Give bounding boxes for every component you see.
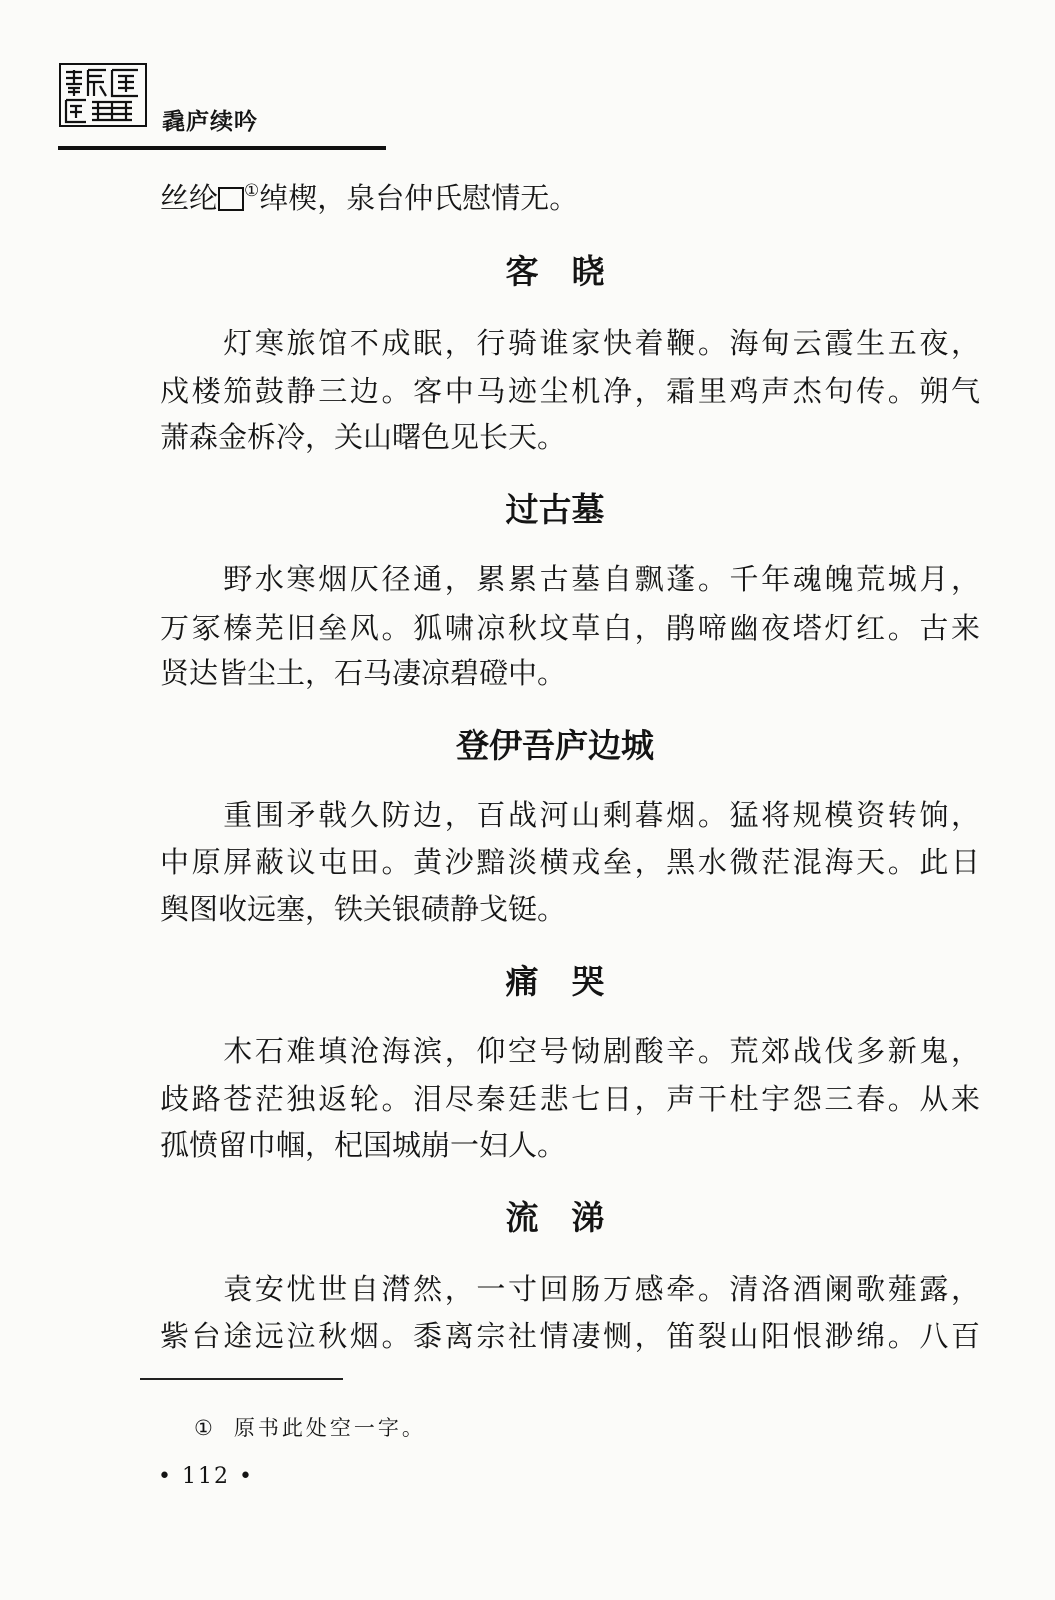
poem-title: 登伊吾庐边城 bbox=[456, 726, 654, 765]
missing-character-box bbox=[218, 187, 244, 211]
continuation-text-before: 丝纶 bbox=[160, 181, 219, 215]
poem-title: 流 涕 bbox=[505, 1198, 605, 1237]
poem-title: 过古墓 bbox=[505, 490, 605, 529]
poem-line: 贤达皆尘土，石马凄凉碧磴中。 bbox=[160, 656, 567, 690]
continuation-text-after: 绰楔，泉台仲氏慰情无。 bbox=[259, 181, 579, 215]
footnote-rule bbox=[140, 1378, 343, 1380]
poem-line: 孤愤留巾帼，杞国城崩一妇人。 bbox=[160, 1128, 567, 1162]
footnote-mark: ① bbox=[194, 1416, 216, 1440]
poem-line: 萧森金柝冷，关山曙色见长天。 bbox=[160, 420, 567, 454]
continuation-line bbox=[160, 174, 980, 215]
book-title: 毳庐续吟 bbox=[162, 109, 258, 135]
poem-title: 痛 哭 bbox=[505, 962, 605, 1001]
footnote-reference: ① bbox=[244, 181, 260, 201]
poem-title: 客 晓 bbox=[505, 252, 605, 291]
poem-line: 重围矛戟久防边，百战河山剩暮烟。猛将规模资转饷， bbox=[160, 798, 980, 832]
footnote-text: 原书此处空一字。 bbox=[233, 1416, 426, 1440]
page-number: • 112 • bbox=[158, 1464, 254, 1489]
series-seal-logo bbox=[58, 62, 148, 128]
poem-line: 紫台途远泣秋烟。黍离宗社情凄恻，笛裂山阳恨渺绵。八百 bbox=[160, 1319, 980, 1353]
poem-line: 戍楼笳鼓静三边。客中马迹尘机净，霜里鸡声杰句传。朔气 bbox=[160, 374, 980, 408]
poem-line: 木石难填沧海滨，仰空号恸剧酸辛。荒郊战伐多新鬼， bbox=[160, 1034, 980, 1068]
poem-line: 歧路苍茫独返轮。泪尽秦廷悲七日，声干杜宇怨三春。从来 bbox=[160, 1082, 980, 1116]
poem-line: 万冢榛芜旧垒风。狐啸凉秋坟草白，鹃啼幽夜塔灯红。古来 bbox=[160, 611, 980, 645]
poem-line: 中原屏蔽议屯田。黄沙黯淡横戎垒，黑水微茫混海天。此日 bbox=[160, 845, 980, 879]
header-rule bbox=[58, 146, 386, 150]
poem-line: 袁安忧世自潸然，一寸回肠万感牵。清洛酒阑歌薤露， bbox=[160, 1272, 980, 1306]
poem-line: 舆图收远塞，铁关银碛静戈铤。 bbox=[160, 892, 567, 926]
poem-line: 灯寒旅馆不成眠，行骑谁家快着鞭。海甸云霞生五夜， bbox=[160, 326, 980, 360]
poem-line: 野水寒烟仄径通，累累古墓自飘蓬。千年魂魄荒城月， bbox=[160, 562, 980, 596]
footnote bbox=[194, 1412, 426, 1442]
